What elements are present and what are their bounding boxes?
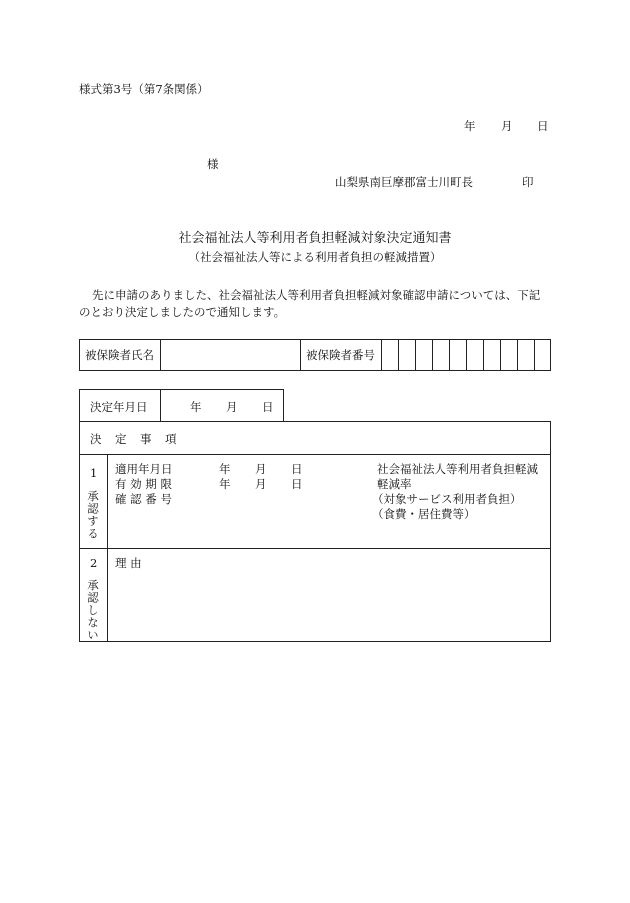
apply-day: 日 — [291, 462, 303, 476]
valid-month: 月 — [255, 477, 267, 491]
decision-date-label: 決定年月日 — [90, 400, 148, 414]
confirm-number-label: 確 認 番 号 — [115, 492, 172, 506]
reason-field[interactable] — [109, 549, 550, 641]
date-year: 年 — [464, 119, 476, 133]
valid-day: 日 — [291, 477, 303, 491]
document-subtitle: （社会福祉法人等による利用者負担の軽減措置） — [188, 250, 442, 264]
document-title: 社会福祉法人等利用者負担軽減対象決定通知書 — [178, 231, 452, 246]
target-service-label: （対象サービス利用者負担） — [372, 492, 522, 506]
addressee-suffix: 様 — [207, 157, 219, 171]
insured-name-label: 被保険者氏名 — [85, 348, 154, 362]
decision-date-year: 年 — [190, 400, 202, 414]
reject-label: 承認しない — [86, 579, 100, 642]
apply-month: 月 — [255, 462, 267, 476]
reason-label: 理 由 — [115, 556, 142, 570]
insured-name-field[interactable] — [161, 340, 299, 370]
approve-number: 1 — [90, 466, 98, 480]
valid-period-label: 有 効 期 限 — [115, 477, 172, 491]
body-text-line2: のとおり決定しましたので通知します。 — [79, 305, 286, 319]
seal-mark: 印 — [522, 175, 534, 189]
decision-date-box — [79, 389, 284, 422]
reduction-heading: 社会福祉法人等利用者負担軽減 — [377, 462, 538, 476]
decision-date-month: 月 — [226, 400, 238, 414]
body-text-line1: 先に申請のありました、社会福祉法人等利用者負担軽減対象確認申請については、下記 — [92, 288, 541, 302]
insured-number-label: 被保険者番号 — [306, 348, 375, 362]
approve-label: 承認する — [86, 490, 100, 540]
decision-items-table — [79, 421, 551, 642]
apply-year: 年 — [219, 462, 231, 476]
decision-items-label: 決 定 事 項 — [90, 432, 178, 446]
reduction-rate-label: 軽減率 — [377, 477, 412, 491]
date-month: 月 — [501, 119, 513, 133]
reject-number: 2 — [90, 556, 98, 570]
decision-date-day: 日 — [262, 400, 274, 414]
insured-number-field[interactable] — [382, 340, 550, 370]
insured-info-row — [79, 339, 551, 371]
issuer-name: 山梨県南巨摩郡富士川町長 — [335, 175, 473, 189]
valid-year: 年 — [219, 477, 231, 491]
form-number: 様式第3号（第7条関係） — [79, 82, 209, 96]
date-day: 日 — [537, 119, 549, 133]
meal-housing-label: （食費・居住費等） — [372, 507, 476, 521]
apply-date-label: 適用年月日 — [115, 462, 173, 476]
